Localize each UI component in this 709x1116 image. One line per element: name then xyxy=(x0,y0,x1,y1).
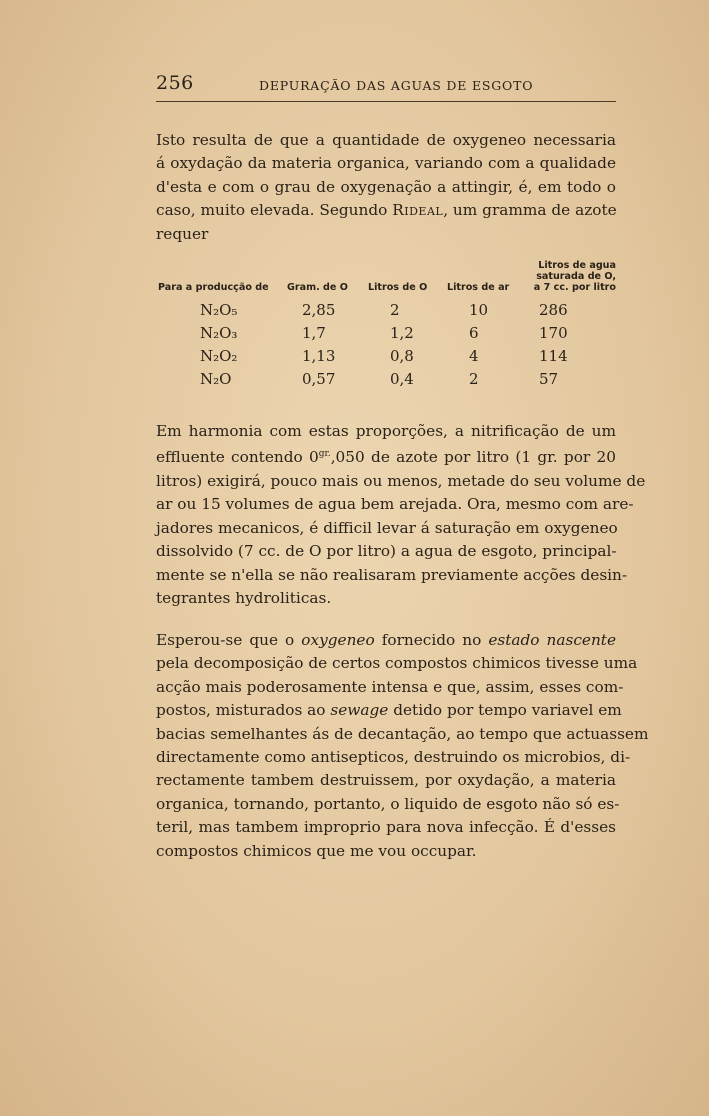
superscript-unit: gr. xyxy=(318,449,331,460)
nitrogen-oxides-table xyxy=(156,253,616,393)
cell-litros-agua: 170 xyxy=(539,324,568,342)
cell-litros-o: 1,2 xyxy=(390,324,414,342)
text-line xyxy=(156,443,616,470)
cell-litros-agua: 286 xyxy=(539,301,568,319)
text-line: compostos chimicos que me vou occupar. xyxy=(156,841,477,860)
text-segment: fornecido no xyxy=(374,631,489,649)
text-line: organica, tornando, portanto, o liquido de esgoto não só es- xyxy=(156,794,620,813)
text-line: requer xyxy=(156,224,209,243)
text-line: Em harmonia com estas proporções, a nitrificação de um xyxy=(156,422,616,440)
cell-gram: 1,7 xyxy=(302,324,326,342)
header-line: a 7 cc. por litro xyxy=(533,282,616,293)
cell-product: N₂O₃ xyxy=(200,324,238,342)
italic-term: sewage xyxy=(330,701,389,720)
table-row xyxy=(156,370,616,393)
table-row xyxy=(156,347,616,370)
paragraph-1 xyxy=(156,129,616,246)
paragraph-2 xyxy=(156,420,646,610)
header-line: saturada de O, xyxy=(536,271,616,282)
text-line: tegrantes hydroliticas. xyxy=(156,588,332,607)
text-segment: Esperou-se que o xyxy=(156,631,302,649)
text-line: rectamente tambem destruissem, por oxydação, a materia xyxy=(156,771,616,790)
text-line: bacias semelhantes ás de decantação, ao tempo que actuassem xyxy=(156,724,649,743)
cell-litros-ar: 4 xyxy=(469,347,479,365)
text-line xyxy=(156,699,622,722)
header-gram-o: Gram. de O xyxy=(287,282,348,293)
cell-litros-ar: 2 xyxy=(469,370,479,388)
page-number: 256 xyxy=(156,72,194,94)
text-segment: postos, misturados ao xyxy=(156,701,331,720)
table-body xyxy=(156,301,616,393)
table-header xyxy=(156,253,616,293)
cell-litros-ar: 10 xyxy=(469,301,489,319)
text-line: mente se n'ella se não realisaram previamente acções desin- xyxy=(156,565,628,584)
header-product: Para a producção de xyxy=(158,282,269,293)
author-name: Rideal xyxy=(392,201,444,220)
cell-litros-o: 0,4 xyxy=(390,370,414,388)
cell-gram: 0,57 xyxy=(302,370,336,388)
text-line: dissolvido (7 cc. de O por litro) a agua de esgoto, principal- xyxy=(156,542,617,561)
italic-term: estado nascente xyxy=(488,631,617,649)
cell-litros-o: 0,8 xyxy=(390,347,414,365)
text-line: Isto resulta de que a quantidade de oxygeneo necessaria xyxy=(156,131,616,149)
table-row xyxy=(156,301,616,324)
text-line: directamente como antisepticos, destruindo os microbios, di- xyxy=(156,748,631,767)
cell-litros-o: 2 xyxy=(390,301,400,319)
text-segment: caso, muito elevada. Segundo xyxy=(156,201,393,220)
cell-litros-agua: 114 xyxy=(539,347,568,365)
text-line xyxy=(156,199,616,222)
text-line: ar ou 15 volumes de agua bem arejada. Ora, mesmo com are- xyxy=(156,495,634,514)
header-line: Litros de agua xyxy=(538,260,616,271)
table-row xyxy=(156,324,616,347)
cell-product: N₂O xyxy=(200,370,232,388)
running-title: DEPURAÇÃO DAS AGUAS DE ESGOTO xyxy=(259,78,534,93)
cell-product: N₂O₅ xyxy=(200,301,238,319)
text-segment: detido por tempo variavel em xyxy=(388,701,622,720)
cell-gram: 2,85 xyxy=(302,301,336,319)
text-segment: , um gramma de azote xyxy=(443,201,617,220)
paragraph-3 xyxy=(156,629,649,863)
text-line: á oxydação da materia organica, variando com a qualidade xyxy=(156,154,616,173)
text-line xyxy=(156,629,616,652)
text-line: d'esta e com o grau de oxygenação a attingir, é, em todo o xyxy=(156,177,616,196)
cell-gram: 1,13 xyxy=(302,347,336,365)
text-segment: ,050 de azote por litro (1 gr. por 20 xyxy=(330,448,616,467)
text-line: pela decomposição de certos compostos chimicos tivesse uma xyxy=(156,654,638,673)
header-litros-agua xyxy=(534,260,616,293)
italic-term: oxygeneo xyxy=(301,631,375,649)
cell-litros-ar: 6 xyxy=(469,324,479,342)
header-rule xyxy=(156,101,616,102)
page-header xyxy=(156,72,616,96)
text-line: litros) exigirá, pouco mais ou menos, metade do seu volume de xyxy=(156,471,646,490)
header-litros-ar: Litros de ar xyxy=(447,282,510,293)
text-line: jadores mecanicos, é difficil levar á saturação em oxygeneo xyxy=(156,518,618,537)
header-litros-o: Litros de O xyxy=(368,282,428,293)
cell-product: N₂O₂ xyxy=(200,347,238,365)
cell-litros-agua: 57 xyxy=(539,370,559,388)
text-segment: effluente contendo 0 xyxy=(156,448,319,467)
text-line: acção mais poderosamente intensa e que, assim, esses com- xyxy=(156,677,624,696)
text-line: teril, mas tambem improprio para nova infecção. É d'esses xyxy=(156,818,616,837)
